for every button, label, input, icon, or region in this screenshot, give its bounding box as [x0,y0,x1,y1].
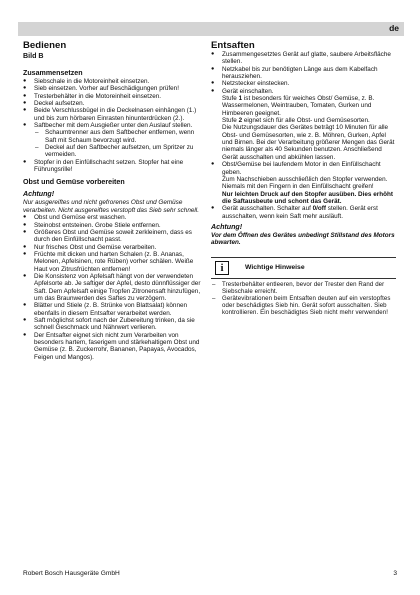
preparation-list [23,214,203,361]
list-item: ● Obst und Gemüse erst waschen. [23,214,203,221]
warning-text: Nur ausgereiftes und nicht gefrorenes Obst und Gemüse verarbeiten. Nicht ausgereiftes verstopft das Sieb sehr schnell. [23,199,199,214]
info-icon: i [215,261,229,275]
pusher-bold-note: Nur leichten Druck auf den Stopfer ausüben. Dies erhöht die Saftausbeute und schont das Gerät. [222,190,393,205]
heading-preparation: Obst und Gemüse vorbereiten [23,178,125,187]
list-item: ● Blätter und Stiele (z. B. Strünke von Blattsalat) können ebenfalls in diesem Entsafter verarbeitet werden. [23,302,203,317]
list-item: ● Stopfer in den Einfüllschacht setzen. Stopfer hat eine Führungsrille! [23,159,203,174]
juicing-list [211,51,396,220]
important-notes-header [211,260,396,278]
list-item: ● Der Entsafter eignet sich nicht zum Verarbeiten von besonders hartem, faserigem und stärkehaltigem Obst und Gemüse (z. B. Zuckerrohr, Bananen, Papayas, Avocados, Feigen und Mangos). [23,332,203,361]
list-item: ● Zusammengesetztes Gerät auf glatte, saubere Arbeitsfläche stellen. [211,51,396,66]
right-column [211,40,396,316]
language-bar [18,22,404,36]
sub-list-item: – Deckel auf den Saftbecher aufsetzen, um Spritzer zu vermeiden. [34,144,203,159]
left-column [23,40,203,361]
warning-text: Vor dem Öffnen des Gerätes unbedingt Stillstand des Motors abwarten. [211,231,395,247]
assembly-list [23,78,203,173]
list-item: – Gerätevibrationen beim Entsaften deuten auf ein verstopftes oder beschädigtes Sieb hin. Gerät sofort ausschalten. Sieb kontrollieren. Ein beschädigtes Sieb nicht mehr verwenden! [211,295,396,316]
list-item: ● Größeres Obst und Gemüse soweit zerkleinern, dass es durch den Einfüllschacht passt. [23,229,203,244]
list-item: – Tresterbehälter entleeren, bevor der Trester den Rand der Siebschale erreicht. [211,281,396,295]
list-item-text: Saftbecher mit dem Ausgießer unter den Auslauf stellen. [34,122,193,130]
figure-reference: Bild B [23,52,44,60]
switch-on-text: ● Gerät einschalten. [222,87,274,95]
speed-number: 1 [238,95,243,103]
switch-off-position: 0/off [312,205,327,213]
heading-assembly: Zusammensetzen [23,69,83,77]
important-notes-list [211,278,396,316]
list-item: ● Tresterbehälter in die Motoreinheit einsetzen. [23,93,203,100]
warning-label: Achtung! [211,222,243,231]
list-item: ● Früchte mit dicken und harten Schalen (z. B. Ananas, Melonen, Apfelsinen, rote Rüben) vorher schälen. Weiße Haut von Zitrusfrüchten entfernen! [23,251,203,273]
list-item: ● Steinobst entsteinen. Grobe Stiele entfernen. [23,222,203,229]
speed-2-text [222,117,396,124]
speed-label: Stufe [222,117,239,125]
important-notes-title: Wichtige Hinweise [245,263,305,271]
sub-list-item: – Schaumtrenner aus dem Saftbecher entfernen, wenn Saft mit Schaum bevorzugt wird. [34,129,203,144]
section-title-entsaften: Entsaften [211,40,255,51]
section-title-bedienen: Bedienen [23,40,67,51]
important-notes-box [211,257,396,316]
footer-company: Robert Bosch Hausgeräte GmbH [23,570,120,577]
feed-text: ● Obst/Gemüse bei laufendem Motor in den Einfüllschacht geben. [222,161,381,176]
list-item [23,122,203,159]
speed-number: 2 [238,117,243,125]
switch-off-text: Gerät ausschalten. Schalter auf [222,205,313,213]
list-item: ● Siebschale in die Motoreinheit einsetzen. [23,78,203,85]
list-item: ● Deckel aufsetzen. [23,100,203,107]
list-item: ● Netzstecker einstecken. [211,80,396,87]
speed-description: eignet sich für alle Obst- und Gemüsesorten. [242,117,370,125]
list-item: ● Die Konsistenz von Apfelsaft hängt von der verwendeten Apfelsorte ab. Je saftiger der Apfel, desto dünnflüssiger der Saft. Dem Apfelsaft einige Tropfen Zitronensaft hinzufügen, um das Braunwerden des Saftes zu verzögern. [23,273,203,302]
warning-label: Achtung! [23,190,55,199]
list-item: ● Nur frisches Obst und Gemüse verarbeiten. [23,244,203,251]
speed-label: Stufe [222,95,239,103]
list-item: ● Sieb einsetzen. Vorher auf Beschädigungen prüfen! [23,85,203,92]
speed-description: ist besonders für weiches Obst/ Gemüse, z. B. Wassermelonen, Weintrauben, Tomaten, Gurken und Himbeeren geeignet. [222,95,375,117]
list-item: ● Saft möglichst sofort nach der Zubereitung trinken, da sie schnell Geschmack und Nährwert verlieren. [23,317,203,332]
list-item: ● Netzkabel bis zur benötigten Länge aus dem Kabelfach herausziehen. [211,66,396,81]
page-number: 3 [393,570,397,577]
list-item: ● Beide Verschlussbügel in die Deckelnasen einhängen (1.) und bis zum hörbaren Einrasten hinunterdrücken (2.). [23,107,203,122]
usage-duration-text: Die Nutzungsdauer des Gerätes beträgt 10 Minuten für alle Obst- und Gemüsesorten, wie z. B. Möhren, Gurken, Apfel und Birnen. Bei der Verarbeitung größerer Mengen das Gerät niemals länger als 40 Sekunden benutzen. Anschließend Gerät ausschalten und abkühlen lassen. [222,124,395,161]
language-label: de [389,23,399,33]
list-item [211,88,396,161]
switch-off-text-tail: stellen. Gerät erst ausschalten, wenn kein Saft mehr ausläuft. [222,205,378,220]
page-footer [23,570,397,577]
list-item [211,161,396,205]
pusher-text: Zum Nachschieben ausschließlich den Stopfer verwenden. Niemals mit den Fingern in den Einfüllschacht greifen! [222,175,388,191]
assembly-sublist [34,129,203,158]
list-item [211,205,396,220]
speed-1-text [222,95,396,117]
